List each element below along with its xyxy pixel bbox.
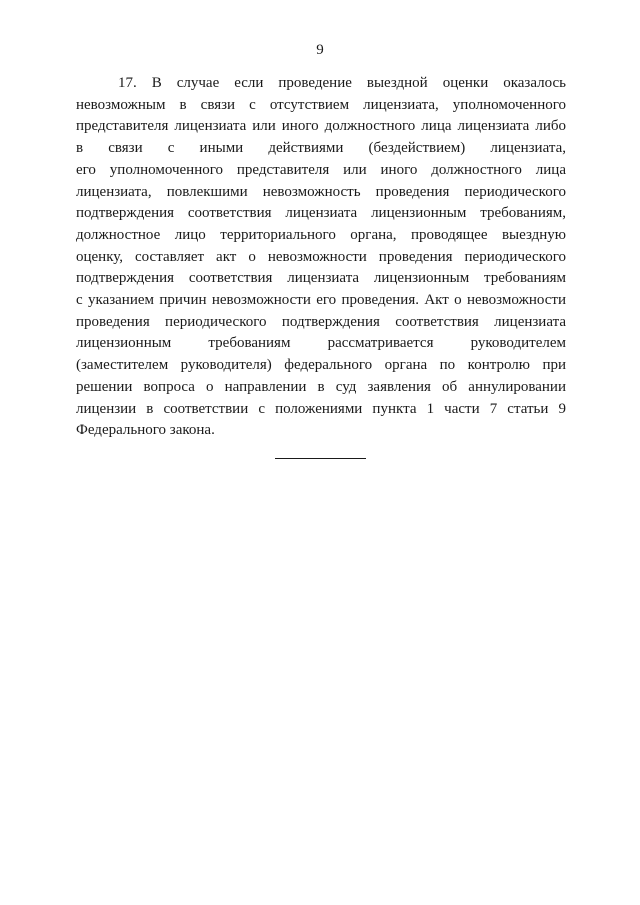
paragraph-line: должностное лицо территориального органа, проводящее выездную <box>76 226 566 243</box>
end-divider <box>275 458 366 459</box>
paragraph-line: в связи с иными действиями (бездействием) лицензиата, <box>76 140 566 157</box>
paragraph-line: решении вопроса о направлении в суд заявления об аннулировании <box>76 378 566 395</box>
paragraph-line: лицензии в соответствии с положениями пункта 1 части 7 статьи 9 <box>76 400 566 417</box>
paragraph-line: Федерального закона. <box>76 422 215 439</box>
paragraph-line: подтверждения соответствия лицензиата лицензионным требованиям, <box>76 205 566 222</box>
page-number: 9 <box>316 42 324 58</box>
paragraph-line: лицензиата, повлекшими невозможность проведения периодического <box>76 183 566 200</box>
paragraph-line: с указанием причин невозможности его проведения. Акт о невозможности <box>76 292 566 309</box>
paragraph-17 <box>76 73 566 442</box>
paragraph-line: подтверждения соответствия лицензиата лицензионным требованиям <box>76 270 566 287</box>
paragraph-line: 17. В случае если проведение выездной оценки оказалось <box>118 75 566 91</box>
paragraph-line: (заместителем руководителя) федерального органа по контролю при <box>76 357 566 374</box>
paragraph-line: проведения периодического подтверждения соответствия лицензиата <box>76 313 566 330</box>
paragraph-line: лицензионным требованиям рассматривается руководителем <box>76 335 566 352</box>
paragraph-line: оценку, составляет акт о невозможности проведения периодического <box>76 248 566 265</box>
paragraph-line: представителя лицензиата или иного должностного лица лицензиата либо <box>76 118 566 135</box>
paragraph-line: невозможным в связи с отсутствием лицензиата, уполномоченного <box>76 96 566 113</box>
paragraph-line: его уполномоченного представителя или иного должностного лица <box>76 161 566 178</box>
